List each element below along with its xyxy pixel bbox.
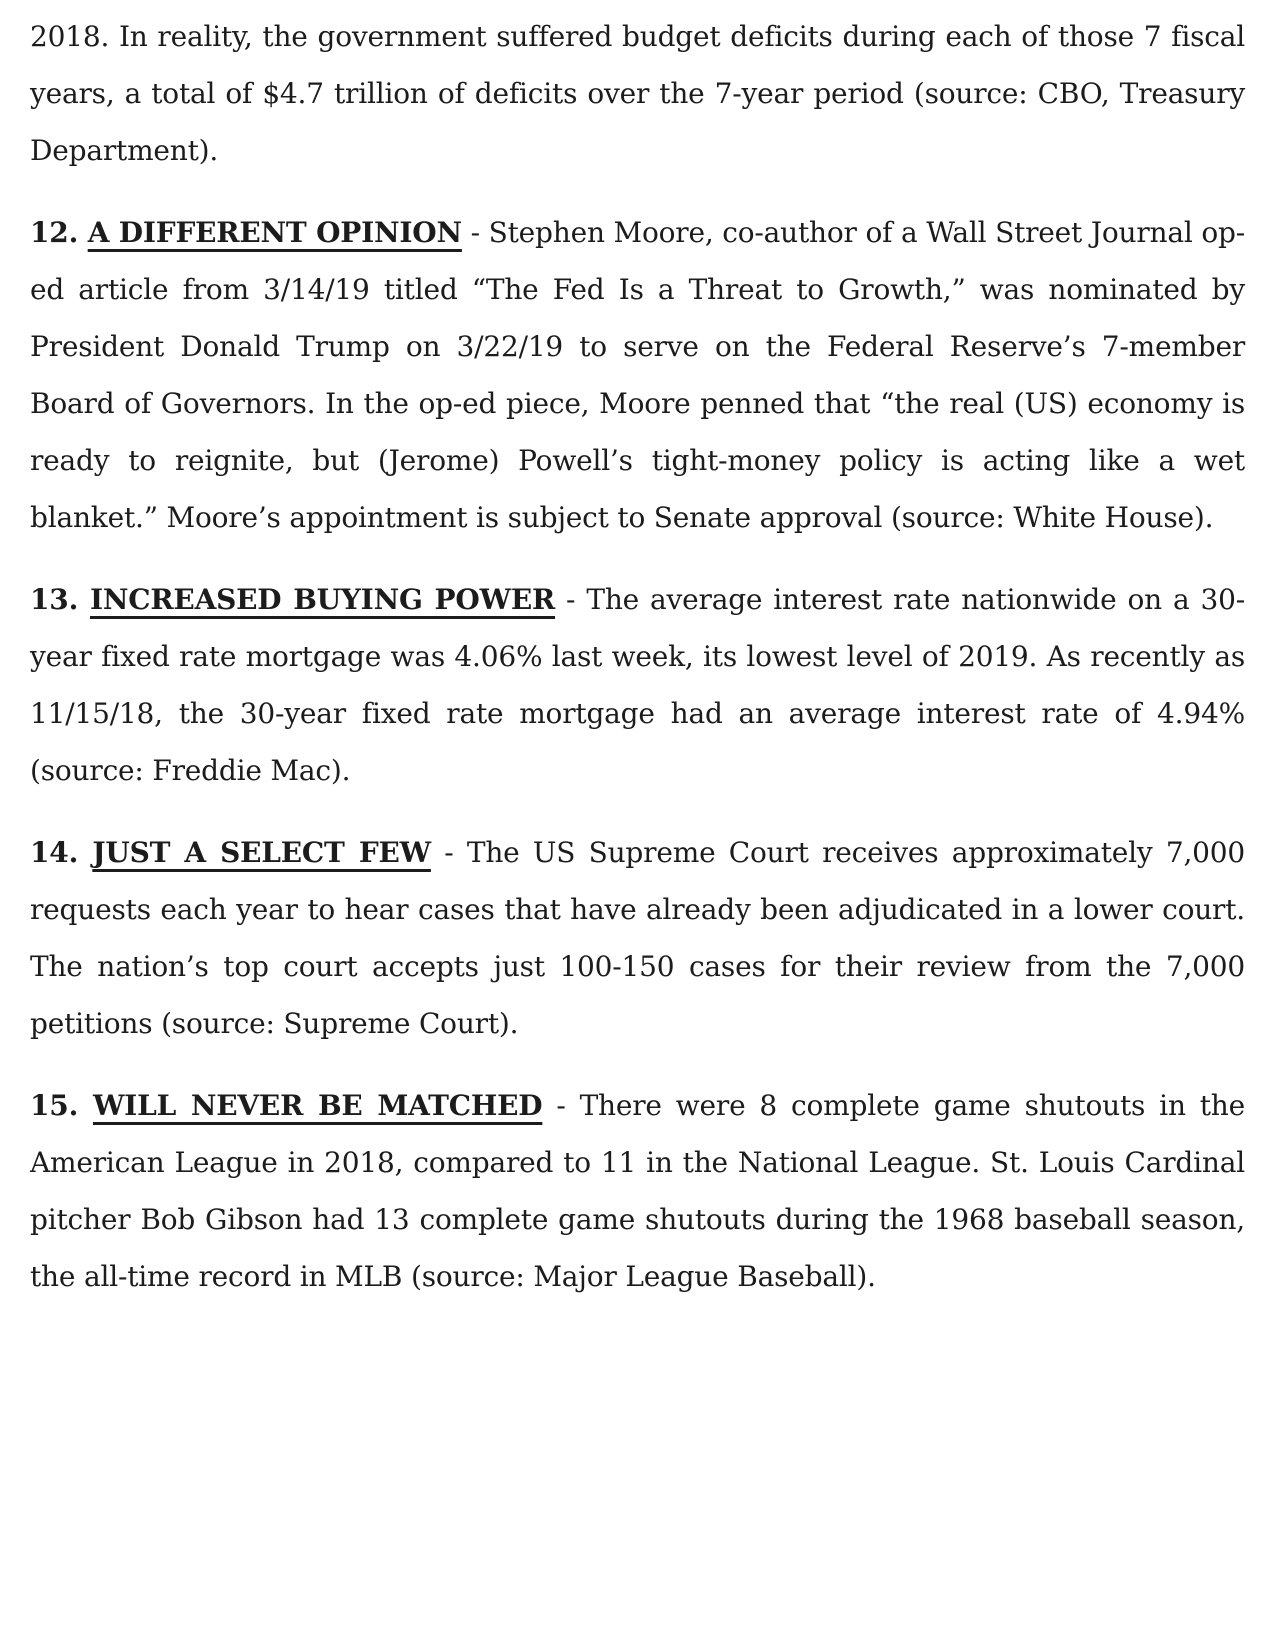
item-heading: WILL NEVER BE MATCHED: [92, 1089, 543, 1122]
numbered-item: [30, 204, 1245, 546]
continuation-paragraph: 2018. In reality, the government suffered budget deficits during each of those 7 fiscal years, a total of $4.7 trillion of deficits over the 7-year period (source: CBO, Treasury Department).: [30, 20, 1245, 167]
item-number: 14.: [30, 836, 93, 869]
numbered-items-list: [30, 204, 1245, 1305]
item-separator: -: [430, 836, 467, 869]
item-body: There were 8 complete game shutouts in the American League in 2018, compared to 11 in the National League. St. Louis Cardinal pitcher Bob Gibson had 13 complete game shutouts during the 1968 baseball season, the all-time record in MLB (source: Major League Baseball).: [30, 1089, 1245, 1293]
item-separator: -: [555, 583, 587, 616]
item-number: 12.: [30, 216, 88, 249]
item-number: 13.: [30, 583, 90, 616]
numbered-item: [30, 1077, 1245, 1305]
item-heading: INCREASED BUYING POWER: [89, 583, 556, 616]
numbered-item: [30, 571, 1245, 799]
item-heading: JUST A SELECT FEW: [92, 836, 431, 869]
item-number: 15.: [30, 1089, 93, 1122]
item-body: The average interest rate nationwide on a 30-year fixed rate mortgage was 4.06% last week, its lowest level of 2019. As recently as 11/15/18, the 30-year fixed rate mortgage had an average interest rate of 4.94% (source: Freddie Mac).: [30, 583, 1245, 787]
item-heading: A DIFFERENT OPINION: [87, 216, 462, 249]
numbered-item: [30, 824, 1245, 1052]
item-separator: -: [461, 216, 489, 249]
item-body: Stephen Moore, co-author of a Wall Street Journal op-ed article from 3/14/19 titled “The Fed Is a Threat to Growth,” was nominated by President Donald Trump on 3/22/19 to serve on the Federal Reserve’s 7-member Board of Governors. In the op-ed piece, Moore penned that “the real (US) economy is ready to reignite, but (Jerome) Powell’s tight-money policy is acting like a wet blanket.” Moore’s appointment is subject to Senate approval (source: White House).: [30, 216, 1245, 534]
item-separator: -: [542, 1089, 580, 1122]
item-body: The US Supreme Court receives approximately 7,000 requests each year to hear cases that have already been adjudicated in a lower court. The nation’s top court accepts just 100-150 cases for their review from the 7,000 petitions (source: Supreme Court).: [30, 836, 1246, 1040]
